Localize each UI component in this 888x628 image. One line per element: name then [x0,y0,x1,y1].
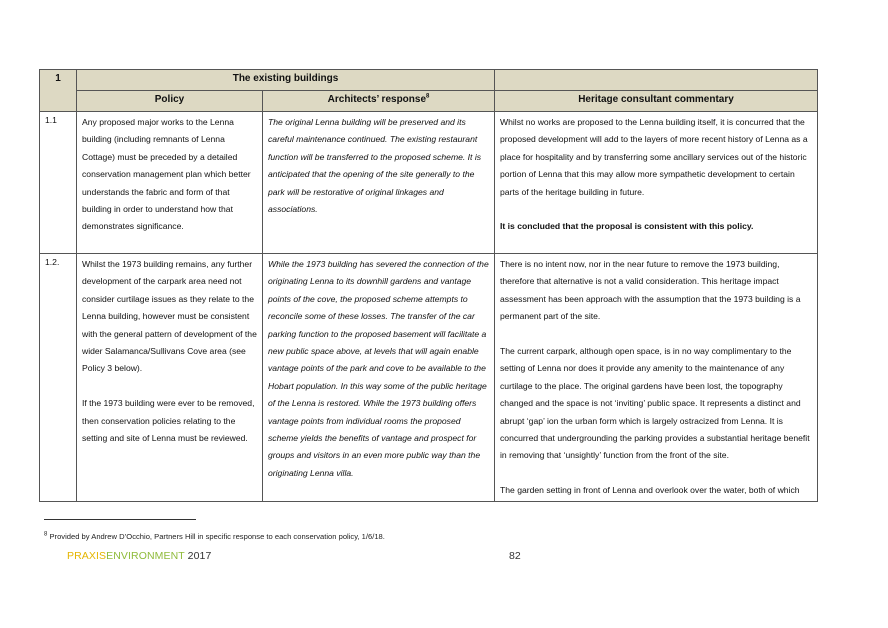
row-number: 1.2. [40,254,77,502]
row-number: 1.1 [40,112,77,254]
heritage-text: Whilst no works are proposed to the Lenna building itself, it is concurred that the proposed development will add to the layers of more recent history of Lenna as a place for hospitality and by transferring some ancillary services out of the historic portion of Lenna that this may allow more sympathetic development to certain parts of the heritage building in future. [500,117,808,197]
section-header-blank [495,70,818,91]
policy-text: Whilst the 1973 building remains, any further development of the carpark area need not consider curtilage issues as they relate to the Lenna building, however must be consistent with the general pattern of development of the wider Salamanca/Sullivans Cove area (see Policy 3 below). [82,259,257,374]
heritage-text: The current carpark, although open space, is in no way complimentary to the setting of Lenna nor does it provide any amenity to the maintenance of any curtilage to the place. The original gardens have been lost, the topography changed and the space is not ‘inviting’ public space. It represents a distinct and abrupt ‘gap’ ion the urban form which is largely ostracized from Lenna. It is concurred that undergrounding the parking provides a substantial heritage benefit in removing that ‘unsightly’ function from the front of the site. [500,346,810,461]
policy-cell [77,112,263,254]
table-row [40,254,818,502]
policy-table [39,69,818,502]
section-title: The existing buildings [77,70,495,91]
heritage-column-header: Heritage consultant commentary [495,91,818,112]
heritage-conclusion: It is concluded that the proposal is consistent with this policy. [500,221,754,232]
footnote-ref: 8 [426,93,430,100]
architects-column-label: Architects’ response [327,94,427,105]
architects-cell [263,112,495,254]
footnote-divider [44,519,196,520]
heritage-text: The garden setting in front of Lenna and overlook over the water, both of which [500,485,800,496]
policy-column-header: Policy [77,91,263,112]
architects-text: While the 1973 building has severed the connection of the originating Lenna to its downhill gardens and vantage points of the cove, the proposed scheme attempts to reconcile some of these losses. The transfer of the car parking function to the proposed basement will facilitate a new public space above, at levels that will again enable vantage points of the park and cove to be available to the Hobart population. In this way some of the public heritage of the Lenna is restored. While the 1973 building offers vantage points from individual rooms the proposed scheme yields the benefits of vantage and prospect for groups and visitors in an even more public way than the originating Lenna villa. [268,259,489,478]
table-row [40,112,818,254]
architects-text: The original Lenna building will be preserved and its careful maintenance continued. The existing restaurant function will be transferred to the proposed scheme. It is anticipated that the opening of the site generally to the park will be restorative of original linkages and associations. [268,117,482,215]
footnote-text: Provided by Andrew D’Occhio, Partners Hill in specific response to each conservation policy, 1/6/18. [49,532,385,541]
footnote-number: 8 [44,531,48,538]
policy-text: Any proposed major works to the Lenna building (including remnants of Lenna Cottage) must be preceded by a detailed conservation management plan which better understands the fabric and form of that building in order to understand how that demonstrates significance. [82,117,251,232]
footnote [44,532,385,541]
footer-year: 2017 [184,550,212,562]
brand-praxis: PRAXIS [67,550,107,562]
policy-cell [77,254,263,502]
architects-cell [263,254,495,502]
heritage-cell [495,254,818,502]
section-number: 1 [40,70,77,112]
brand-environment: ENVIRONMENT [106,550,185,562]
footer-brand [67,550,211,562]
heritage-text: There is no intent now, nor in the near future to remove the 1973 building, therefore that alternative is not a valid consideration. This heritage impact assessment has been approach with the assumption that the 1973 building is a permanent part of the site. [500,259,801,322]
architects-column-header [263,91,495,112]
heritage-cell [495,112,818,254]
column-header-row [40,91,818,112]
page-number: 82 [509,550,521,562]
section-header-row [40,70,818,91]
policy-text: If the 1973 building were ever to be removed, then conservation policies relating to the setting and site of Lenna must be reviewed. [82,398,255,444]
